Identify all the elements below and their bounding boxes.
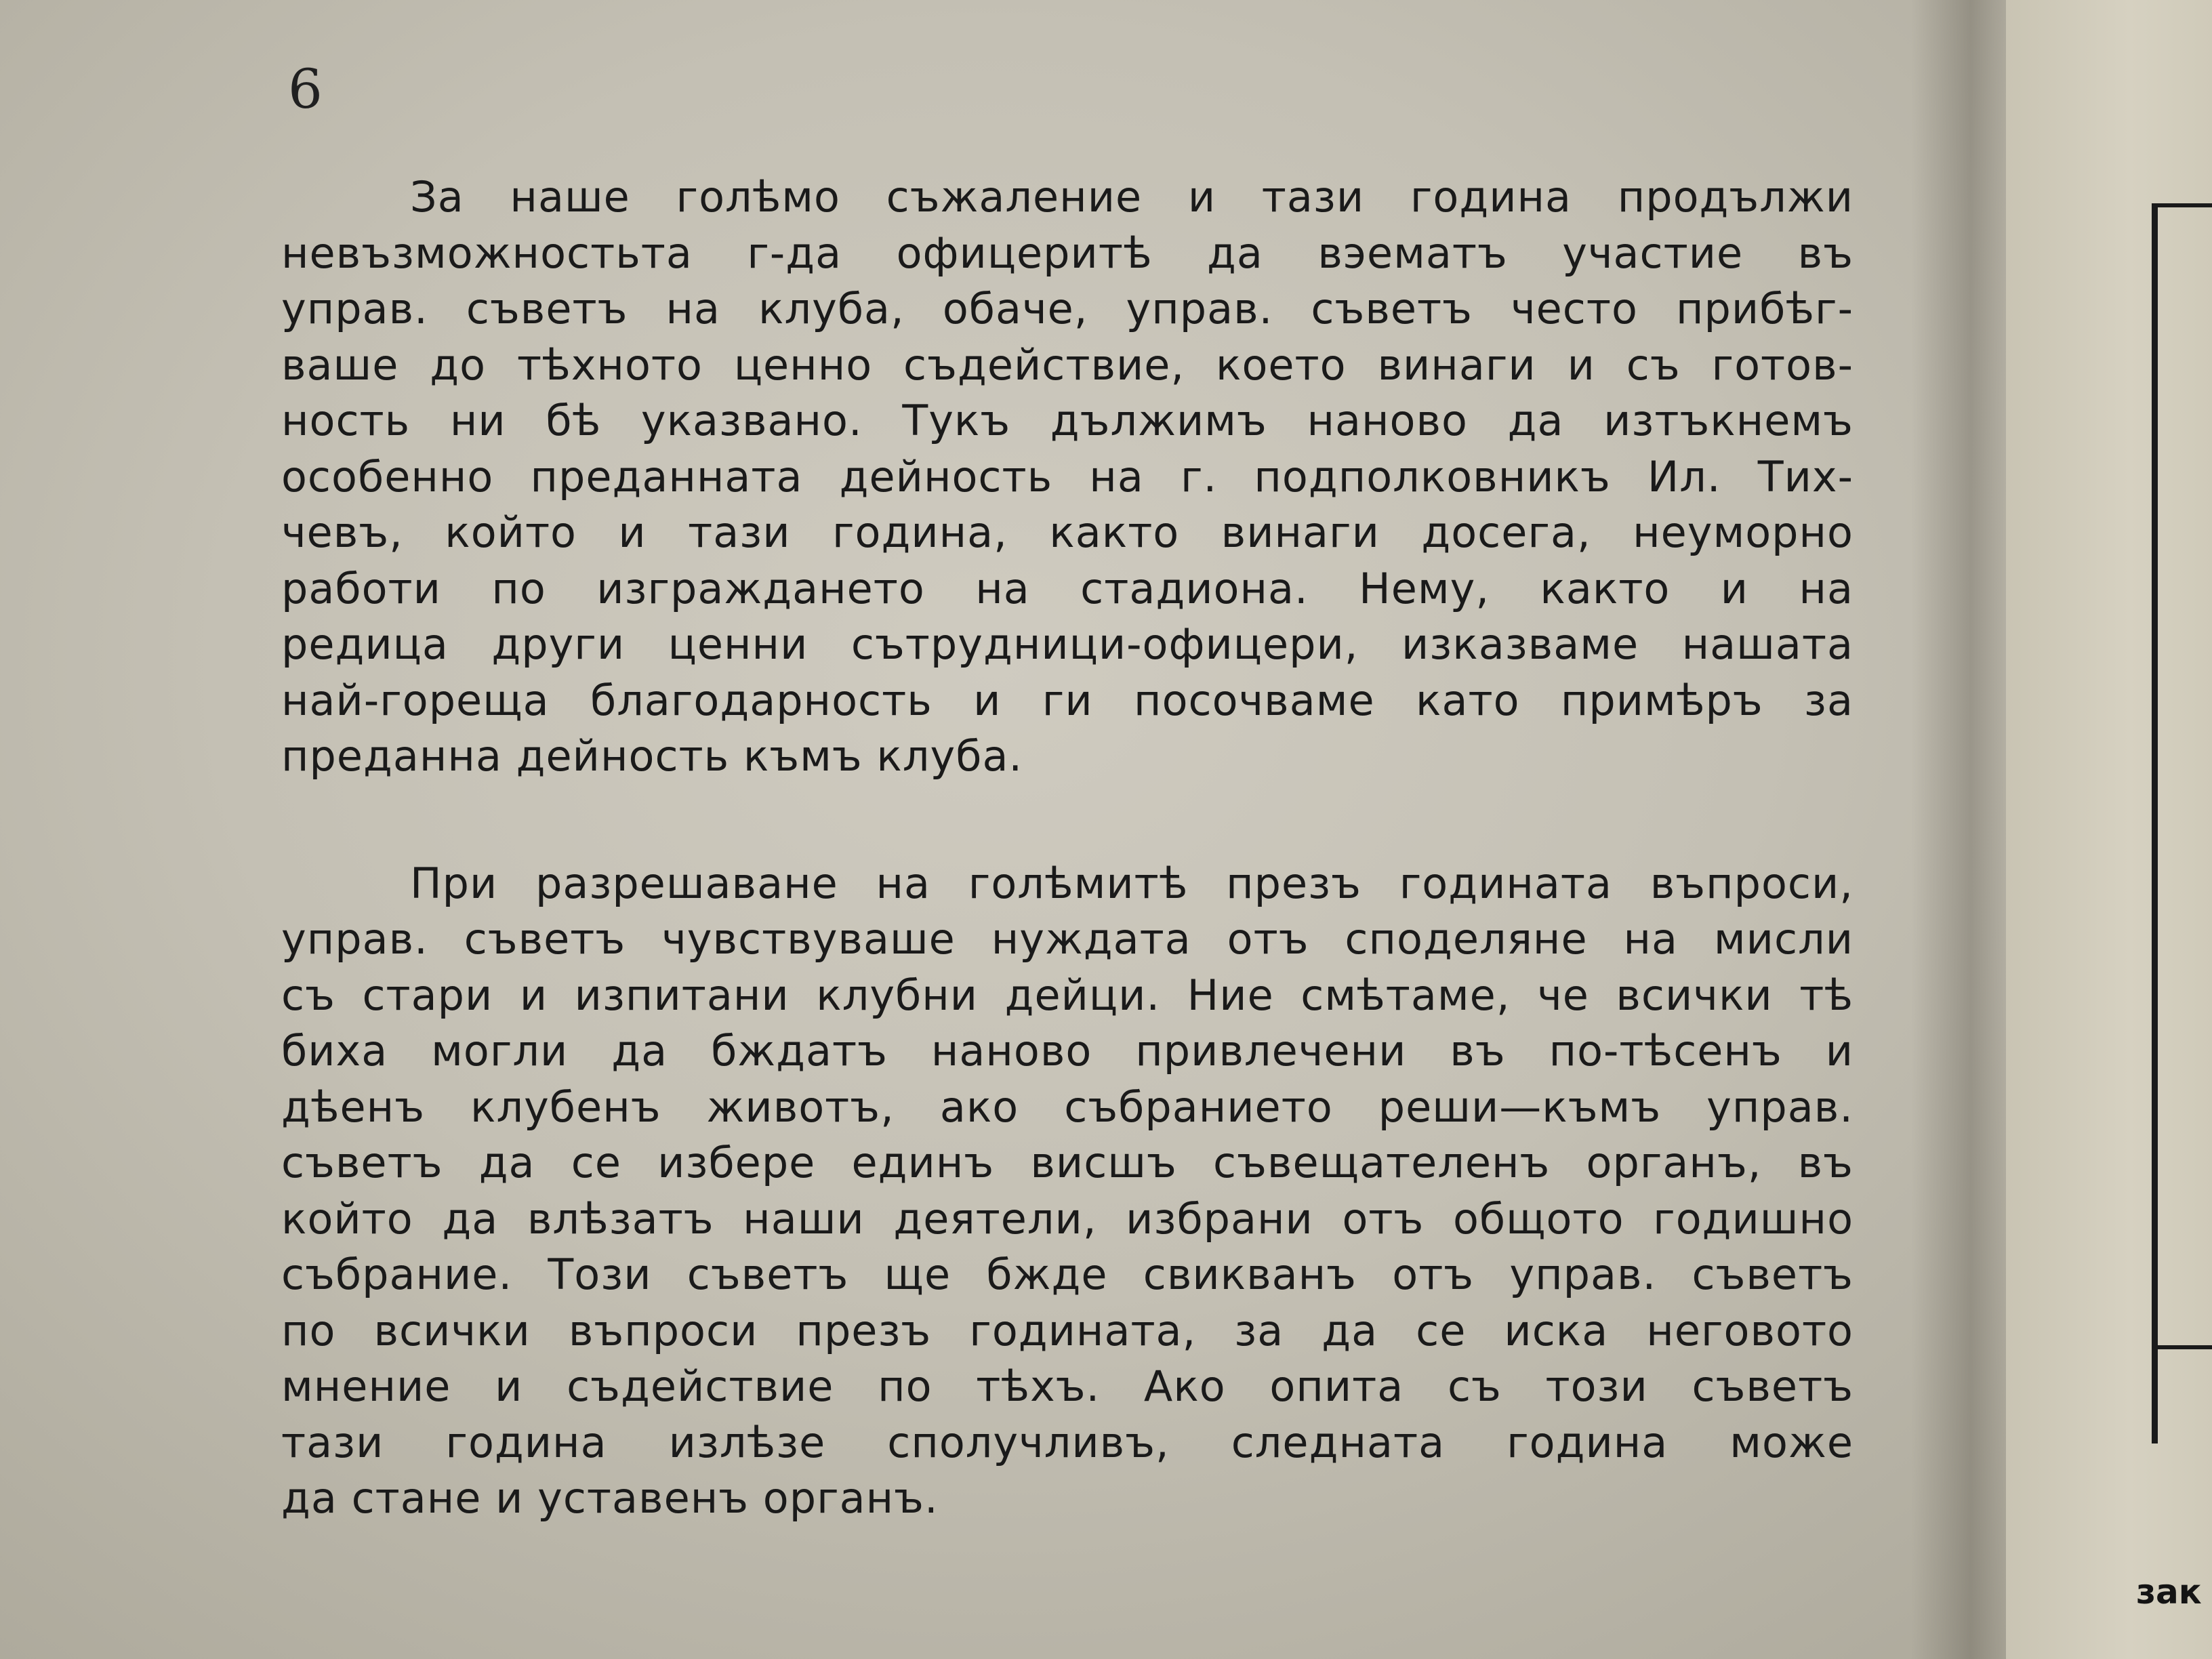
text-line: ность ни бѣ указвано. Тукъ дължимъ наново да изтъкнемъ (281, 396, 1853, 445)
text-line: ваше до тѣхното ценно съдействие, което винаги и съ готов- (281, 340, 1853, 390)
document-body (281, 169, 1853, 1527)
adjacent-page-frame-tick (2158, 1345, 2212, 1349)
text-line: съ стари и изпитани клубни дейци. Ние смѣтаме, че всички тѣ (281, 970, 1853, 1020)
text-line: При разрешаване на голѣмитѣ презъ годината въпроси, (410, 858, 1853, 908)
text-line: преданна дейность къмъ клуба. (281, 731, 1023, 781)
text-line: мнение и съдействие по тѣхъ. Ако опита съ този съветъ (281, 1361, 1853, 1411)
book-gutter-shadow (1911, 0, 2020, 1659)
page-number: 6 (288, 58, 323, 121)
text-line: по всички въпроси презъ годината, за да се иска неговото (281, 1305, 1853, 1355)
adjacent-page-frame-tick (2158, 203, 2212, 207)
text-line: биха могли да бждатъ наново привлечени въ по-тѣсенъ и (281, 1026, 1853, 1076)
text-line: За наше голѣмо съжаление и тази година продължи (410, 172, 1853, 222)
text-line: управ. съветъ чувствуваше нуждата отъ споделяне на мисли (281, 914, 1853, 964)
text-line: който да влѣзатъ наши деятели, избрани отъ общото годишно (281, 1193, 1853, 1244)
adjacent-page-frame-line (2152, 203, 2158, 1443)
text-line: дѣенъ клубенъ животъ, ако събранието реши—къмъ управ. (281, 1082, 1853, 1132)
text-line: чевъ, който и тази година, както винаги досега, неуморно (281, 508, 1853, 557)
text-line: тази година излѣзе сполучливъ, следната година може (281, 1417, 1853, 1467)
text-line: редица други ценни сътрудници-офицери, изказваме нашата (281, 619, 1853, 669)
text-line: невъзможностьта г-да офицеритѣ да вэематъ участие въ (281, 228, 1853, 278)
text-line: управ. съветъ на клуба, обаче, управ. съветъ често прибѣг- (281, 284, 1853, 333)
text-line: най-гореща благодарность и ги посочваме като примѣръ за (281, 675, 1853, 725)
paragraph-2 (281, 856, 1853, 1527)
text-line: работи по изграждането на стадиона. Нему, както и на (281, 563, 1853, 613)
text-line: особенно преданната дейность на г. подполковникъ Ил. Тих- (281, 451, 1853, 501)
text-line: събрание. Този съветъ ще бжде свикванъ отъ управ. съветъ (281, 1250, 1853, 1299)
adjacent-page (2006, 0, 2212, 1659)
text-line: съветъ да се избере единъ висшъ съвещателенъ органъ, въ (281, 1138, 1853, 1187)
paragraph-spacer (281, 785, 1853, 856)
paragraph-1 (281, 169, 1853, 785)
adjacent-page-text-fragment: зак (2136, 1572, 2202, 1612)
text-line: да стане и уставенъ органъ. (281, 1473, 939, 1523)
